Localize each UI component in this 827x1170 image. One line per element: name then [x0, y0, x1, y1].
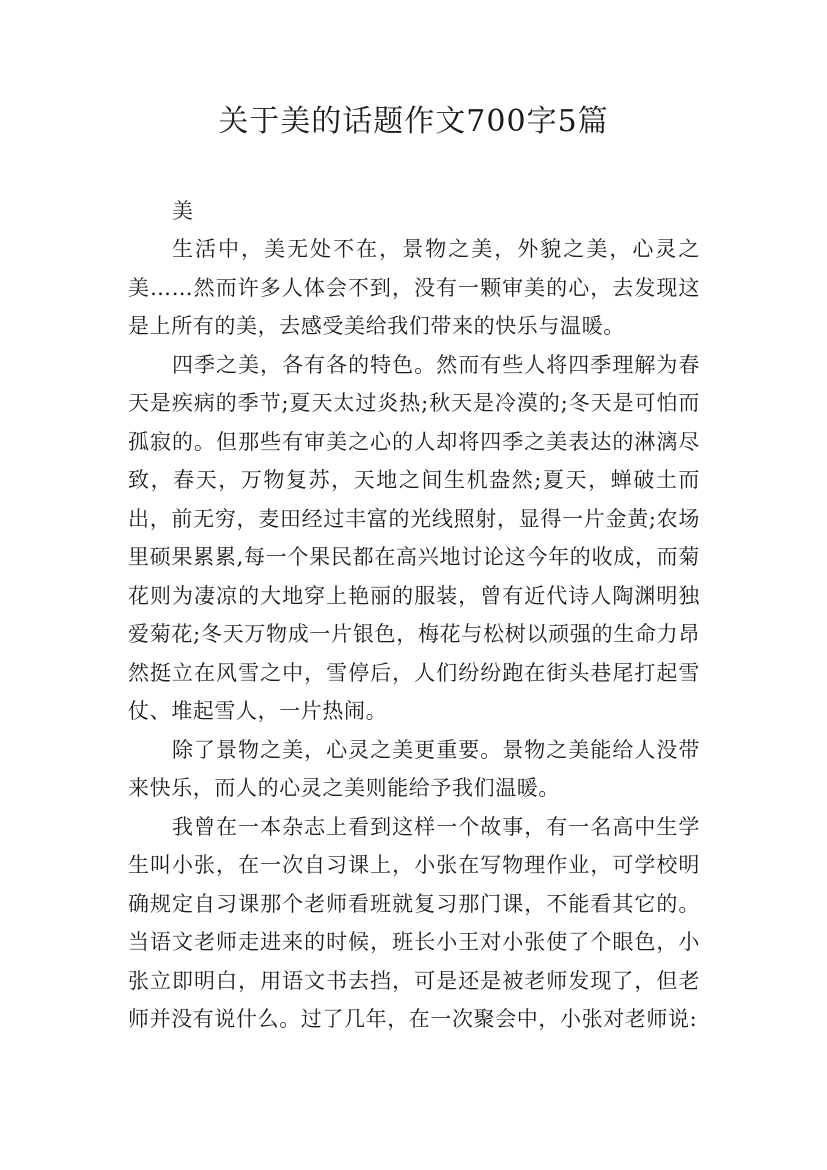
document-title: 关于美的话题作文700字5篇: [218, 104, 609, 139]
paragraph-3: 除了景物之美，心灵之美更重要。景物之美能给人没带来快乐，而人的心灵之美则能给予我们温暖。: [128, 737, 700, 800]
paragraph-1: 生活中，美无处不在，景物之美，外貌之美，心灵之美……然而许多人体会不到，没有一颗审美的心，去发现这是上所有的美，去感受美给我们带来的快乐与温暖。: [128, 237, 700, 338]
paragraph-2: 四季之美，各有各的特色。然而有些人将四季理解为春天是疾病的季节;夏天太过炎热;秋天是冷漠的;冬天是可怕而孤寂的。但那些有审美之心的人却将四季之美表达的淋漓尽致，春天，万物复苏，天地之间生机盎然;夏天，蝉破土而出，前无穷，麦田经过丰富的光线照射，显得一片金黄;农场里硕果累累,每一个果民都在高兴地讨论这今年的收成，而菊花则为凄凉的大地穿上艳丽的服装，曾有近代诗人陶渊明独爱菊花;冬天万物成一片银色，梅花与松树以顽强的生命力昂然挺立在风雪之中，雪停后，人们纷纷跑在街头巷尾打起雪仗、堆起雪人，一片热闹。: [128, 352, 700, 723]
document-body: [128, 192, 700, 1039]
paragraph-4: 我曾在一本杂志上看到这样一个故事，有一名高中生学生叫小张，在一次自习课上，小张在写物理作业，可学校明确规定自习课那个老师看班就复习那门课，不能看其它的。当语文老师走进来的时候，班长小王对小张使了个眼色，小张立即明白，用语文书去挡，可是还是被老师发现了，但老师并没有说什么。过了几年，在一次聚会中，小张对老师说:: [128, 814, 700, 1031]
section-heading: 美: [172, 199, 193, 223]
